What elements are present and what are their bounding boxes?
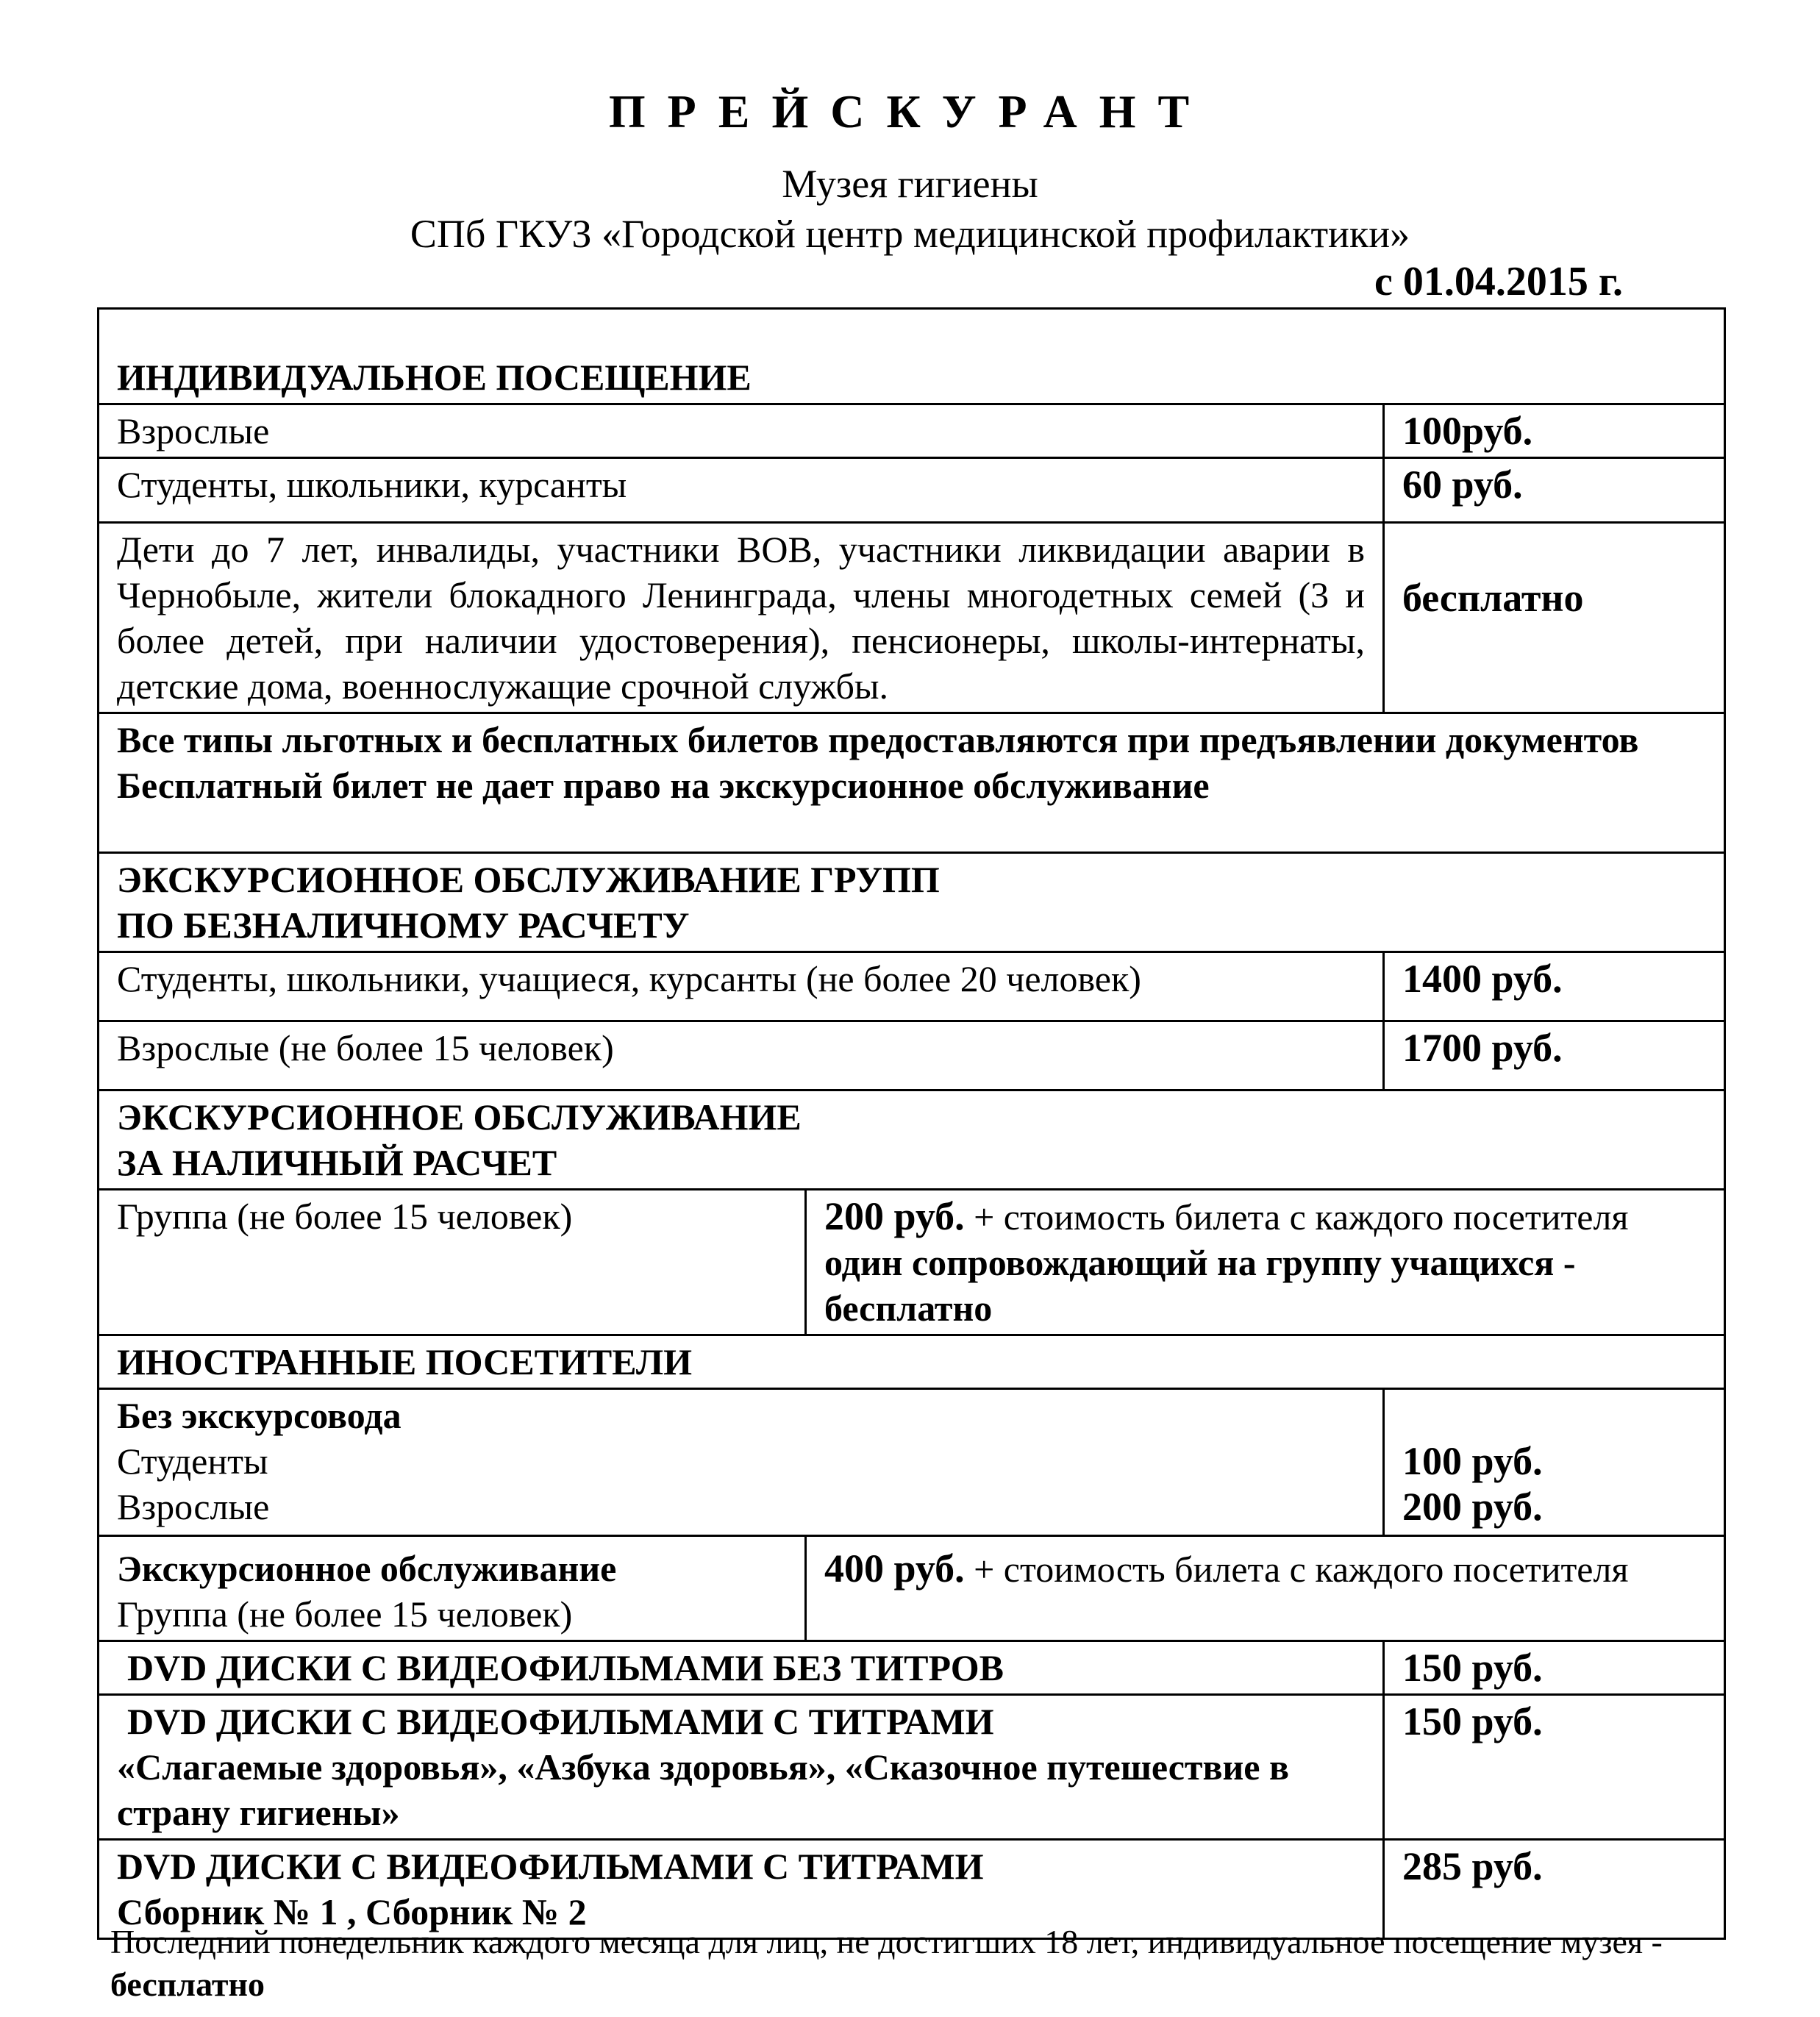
note-free-ticket: Бесплатный билет не дает право на экскурсионное обслуживание: [117, 765, 1210, 806]
row-price-details: [806, 1190, 1725, 1335]
row-label: Дети до 7 лет, инвалиды, участники ВОВ, участники ликвидации аварии в Чернобыле, жители блокадного Ленинграда, члены многодетных семей (3 и более детей, при наличии удостоверения), пенсионеры, школы-интернаты, детские дома, военнослужащие срочной службы.: [99, 523, 1384, 713]
footer-note: [110, 1921, 1691, 2006]
adults-label: Взрослые: [117, 1486, 270, 1527]
dvd-titles: «Слагаемые здоровья», «Азбука здоровья», «Сказочное путешествие в страну гигиены»: [117, 1746, 1289, 1833]
table-row: [99, 1190, 1725, 1335]
row-label: Студенты, школьники, курсанты: [99, 458, 1384, 523]
footer-text: Последний понедельник каждого месяца для лиц, не достигших 18 лет, индивидуальное посещение музея -: [110, 1923, 1663, 1960]
row-price-details: [806, 1536, 1725, 1641]
price-table: [97, 307, 1726, 1940]
row-price: 100руб.: [1384, 404, 1725, 458]
row-price: 60 руб.: [1384, 458, 1725, 523]
page-title: ПРЕЙСКУРАНТ: [608, 85, 1212, 138]
row-price: 200 руб.: [824, 1194, 965, 1238]
dvd-label: DVD ДИСКИ С ВИДЕОФИЛЬМАМИ С ТИТРАМИ: [117, 1846, 984, 1887]
table-row: [99, 1695, 1725, 1840]
table-row: [99, 404, 1725, 458]
tour-label: Экскурсионное обслуживание: [117, 1548, 617, 1589]
tour-group-label: Группа (не более 15 человек): [117, 1593, 573, 1635]
row-price: 150 руб.: [1384, 1695, 1725, 1840]
organization-name: СПб ГКУЗ «Городской центр медицинской профилактики»: [410, 212, 1410, 256]
table-row: [99, 1536, 1725, 1641]
section-heading-line1: ЭКСКУРСИОННОЕ ОБСЛУЖИВАНИЕ: [117, 1096, 802, 1138]
section-header-individual: [99, 309, 1725, 404]
section-heading: [99, 853, 1725, 952]
row-price: 1400 руб.: [1384, 952, 1725, 1021]
section-header-groups-cashless: [99, 853, 1725, 952]
row-label: Группа (не более 15 человек): [99, 1190, 806, 1335]
row-label: [99, 1389, 1384, 1536]
dvd-label: DVD ДИСКИ С ВИДЕОФИЛЬМАМИ С ТИТРАМИ: [127, 1701, 994, 1742]
table-row: [99, 952, 1725, 1021]
row-label: [99, 1536, 806, 1641]
adults-price: 200 руб.: [1402, 1485, 1543, 1529]
notes-cell: [99, 713, 1725, 853]
row-label: [99, 1695, 1384, 1840]
section-heading: ИНОСТРАННЫЕ ПОСЕТИТЕЛИ: [99, 1335, 1725, 1389]
table-row: [99, 523, 1725, 713]
table-row: [99, 1389, 1725, 1536]
footer-free: бесплатно: [110, 1966, 265, 2003]
section-header-groups-cash: [99, 1090, 1725, 1190]
price-suffix: + стоимость билета с каждого посетителя: [964, 1196, 1629, 1238]
note-documents: Все типы льготных и бесплатных билетов предоставляются при предъявлении документов: [117, 719, 1639, 760]
row-label: Студенты, школьники, учащиеся, курсанты (не более 20 человек): [99, 952, 1384, 1021]
row-price: бесплатно: [1384, 523, 1725, 713]
section-heading-line2: ПО БЕЗНАЛИЧНОМУ РАСЧЕТУ: [117, 904, 690, 946]
section-header-foreign: [99, 1335, 1725, 1389]
section-heading: [99, 1090, 1725, 1190]
students-price: 100 руб.: [1402, 1439, 1543, 1483]
row-price: 150 руб.: [1384, 1641, 1725, 1695]
row-price: 1700 руб.: [1384, 1021, 1725, 1090]
dvd-titles: Сборник № 1 , Сборник № 2: [117, 1891, 587, 1932]
section-heading: ИНДИВИДУАЛЬНОЕ ПОСЕЩЕНИЕ: [99, 309, 1725, 404]
row-label: Взрослые: [99, 404, 1384, 458]
effective-date: с 01.04.2015 г.: [1374, 259, 1623, 304]
row-price: 285 руб.: [1384, 1840, 1725, 1939]
row-label: Взрослые (не более 15 человек): [99, 1021, 1384, 1090]
row-price: 400 руб.: [824, 1546, 965, 1591]
students-label: Студенты: [117, 1441, 268, 1482]
museum-name: Музея гигиены: [782, 162, 1038, 206]
notes-row: [99, 713, 1725, 853]
table-row: [99, 1021, 1725, 1090]
section-heading-line2: ЗА НАЛИЧНЫЙ РАСЧЕТ: [117, 1142, 557, 1183]
table-row: [99, 1641, 1725, 1695]
price-suffix: + стоимость билета с каждого посетителя: [964, 1549, 1629, 1590]
row-price: [1384, 1389, 1725, 1536]
section-heading-line1: ЭКСКУРСИОННОЕ ОБСЛУЖИВАНИЕ ГРУПП: [117, 859, 940, 900]
escort-note: один сопровождающий на группу учащихся - бесплатно: [824, 1242, 1576, 1329]
row-label: DVD ДИСКИ С ВИДЕОФИЛЬМАМИ БЕЗ ТИТРОВ: [99, 1641, 1384, 1695]
no-guide-label: Без экскурсовода: [117, 1395, 402, 1436]
table-row: [99, 458, 1725, 523]
